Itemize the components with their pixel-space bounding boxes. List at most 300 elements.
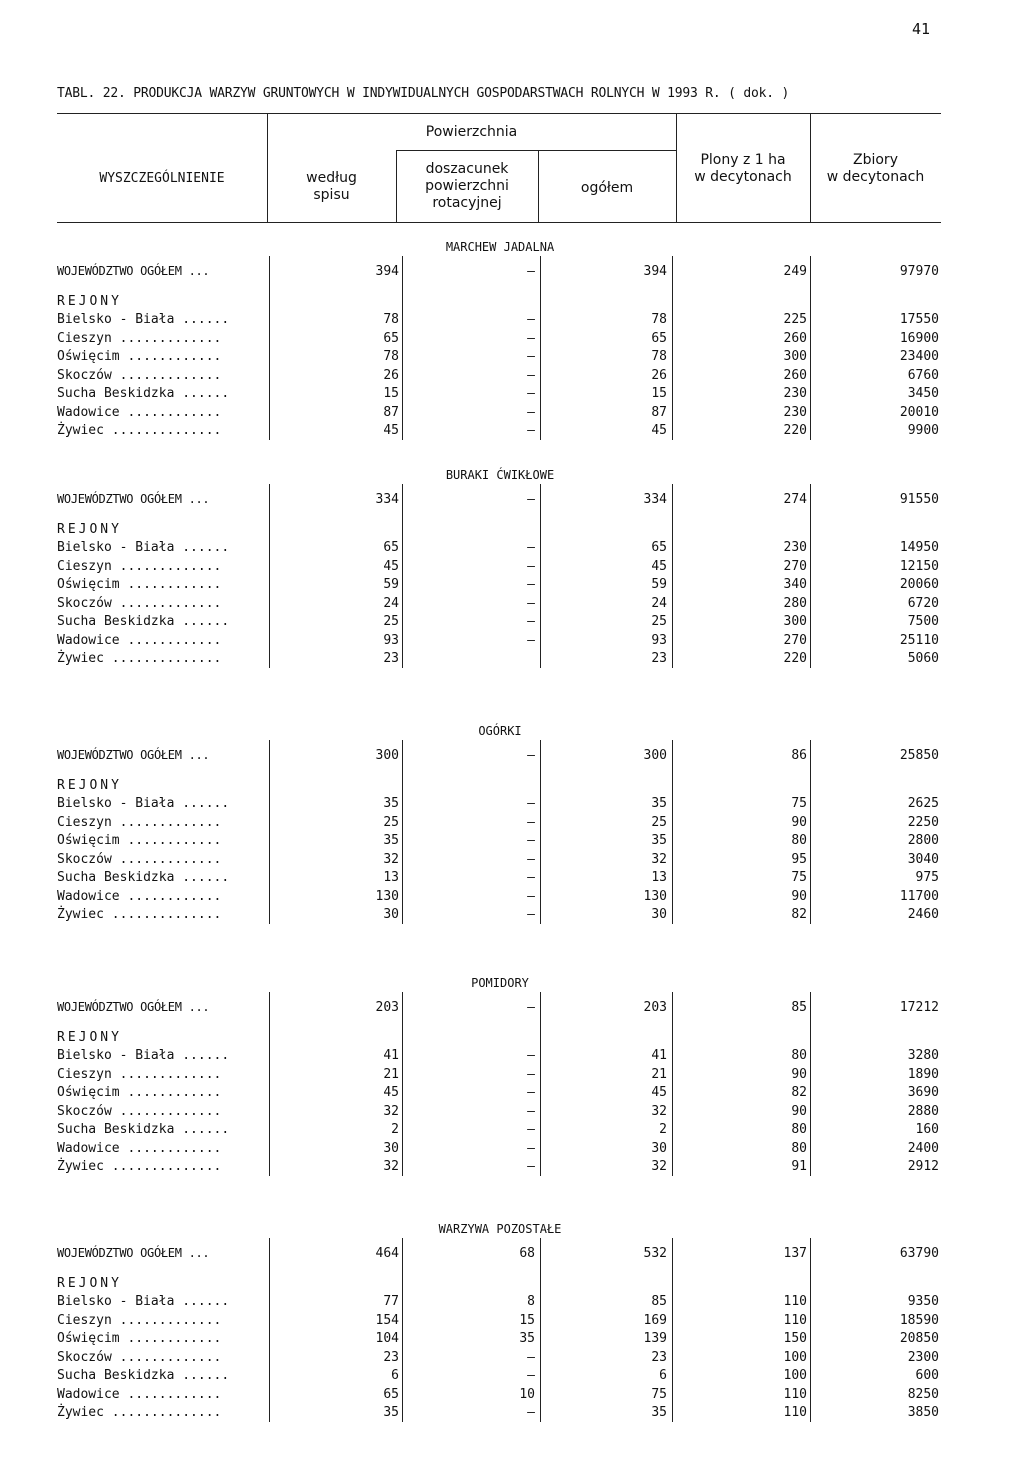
region-name: Bielsko - Biała ...... bbox=[57, 796, 230, 811]
cell-value: 21 bbox=[383, 1066, 399, 1082]
cell-value: 25 bbox=[651, 614, 667, 629]
cell-value: – bbox=[527, 1405, 535, 1420]
table-row bbox=[0, 596, 1024, 614]
cell-value: – bbox=[527, 1368, 535, 1383]
cell-value: 6720 bbox=[907, 595, 939, 611]
region-name: Skoczów ............. bbox=[57, 1103, 222, 1119]
cell-value: 25 bbox=[383, 614, 399, 629]
cell-value: – bbox=[527, 1349, 535, 1365]
cell-value: 14950 bbox=[899, 540, 939, 555]
table-row bbox=[0, 1141, 1024, 1159]
cell-value: 249 bbox=[783, 264, 807, 279]
region-name: Oświęcim ............ bbox=[57, 349, 222, 364]
region-name: Sucha Beskidzka ...... bbox=[57, 870, 230, 885]
table-row bbox=[0, 651, 1024, 669]
cell-value: 110 bbox=[783, 1294, 807, 1309]
cell-value: 280 bbox=[783, 595, 807, 611]
cell-value: 26 bbox=[651, 367, 667, 383]
table-row bbox=[0, 907, 1024, 925]
cell-value: 32 bbox=[383, 1103, 399, 1119]
cell-value: 78 bbox=[383, 312, 399, 327]
section-label: BURAKI ĆWIKŁOWE bbox=[445, 468, 555, 482]
cell-value: 270 bbox=[783, 558, 807, 574]
header-line: Zbiory bbox=[853, 152, 898, 168]
cell-value: 300 bbox=[643, 748, 667, 763]
cell-value: 2800 bbox=[907, 833, 939, 848]
cell-value: 35 bbox=[519, 1331, 535, 1346]
total-row bbox=[0, 264, 1024, 282]
page-number: 41 bbox=[911, 20, 930, 38]
cell-value: 3690 bbox=[907, 1085, 939, 1100]
cell-value: 139 bbox=[643, 1331, 667, 1346]
cell-value: 15 bbox=[519, 1312, 535, 1328]
region-name: Wadowice ............ bbox=[57, 404, 222, 420]
region-name: Skoczów ............. bbox=[57, 367, 222, 383]
section-label: MARCHEW JADALNA bbox=[445, 240, 555, 254]
header-line: w decytonach bbox=[826, 169, 925, 185]
cell-value: 93 bbox=[383, 632, 399, 648]
cell-value: 225 bbox=[783, 312, 807, 327]
cell-value: 65 bbox=[383, 330, 399, 346]
cell-value: 23 bbox=[651, 1349, 667, 1365]
cell-value: 100 bbox=[783, 1349, 807, 1365]
header-line: w decytonach bbox=[694, 169, 792, 185]
table-row bbox=[0, 1331, 1024, 1349]
cell-value: 2400 bbox=[907, 1140, 939, 1156]
cell-value: – bbox=[527, 577, 535, 592]
header-line: Plony z 1 ha bbox=[700, 152, 786, 168]
cell-value: 260 bbox=[783, 330, 807, 346]
cell-value: 91550 bbox=[899, 492, 939, 507]
cell-value: – bbox=[527, 748, 535, 763]
table-row bbox=[0, 1368, 1024, 1386]
cell-value: 12150 bbox=[899, 558, 939, 574]
cell-value: 59 bbox=[651, 577, 667, 592]
cell-value: – bbox=[527, 1048, 535, 1063]
cell-value: 20850 bbox=[899, 1331, 939, 1346]
region-name: Oświęcim ............ bbox=[57, 1331, 222, 1346]
cell-value: – bbox=[527, 632, 535, 648]
region-name: Wadowice ............ bbox=[57, 1386, 222, 1402]
cell-value: 90 bbox=[791, 1066, 807, 1082]
rejony-label: REJONY bbox=[57, 778, 122, 793]
cell-value: 3040 bbox=[907, 851, 939, 867]
table-row bbox=[0, 833, 1024, 851]
cell-value: 130 bbox=[643, 888, 667, 904]
table-row bbox=[0, 614, 1024, 632]
table-row bbox=[0, 796, 1024, 814]
cell-value: – bbox=[527, 264, 535, 279]
cell-value: 230 bbox=[783, 386, 807, 401]
table-row bbox=[0, 540, 1024, 558]
header-top-rule bbox=[57, 113, 941, 114]
region-name: Cieszyn ............. bbox=[57, 1066, 222, 1082]
table-row bbox=[0, 423, 1024, 441]
table-row bbox=[0, 1067, 1024, 1085]
cell-value: 169 bbox=[643, 1312, 667, 1328]
cell-value: 300 bbox=[375, 748, 399, 763]
cell-value: 203 bbox=[643, 1000, 667, 1015]
cell-value: 25 bbox=[651, 814, 667, 830]
cell-value: 41 bbox=[383, 1048, 399, 1063]
rejony-label: REJONY bbox=[57, 1030, 122, 1045]
cell-value: 75 bbox=[651, 1386, 667, 1402]
cell-value: 23400 bbox=[899, 349, 939, 364]
cell-value: – bbox=[527, 492, 535, 507]
cell-value: – bbox=[527, 1103, 535, 1119]
table-row bbox=[0, 633, 1024, 651]
cell-value: 30 bbox=[651, 1140, 667, 1156]
cell-value: 80 bbox=[791, 1140, 807, 1156]
table-title: TABL. 22. PRODUKCJA WARZYW GRUNTOWYCH W INDYWIDUALNYCH GOSPODARSTWACH ROLNYCH W 1993 R. ( dok. ) bbox=[57, 86, 790, 101]
region-name: Sucha Beskidzka ...... bbox=[57, 386, 230, 401]
header-plony bbox=[676, 152, 810, 186]
cell-value: 85 bbox=[791, 1000, 807, 1015]
cell-value: 203 bbox=[375, 1000, 399, 1015]
table-row bbox=[0, 312, 1024, 330]
region-name: Skoczów ............. bbox=[57, 1349, 222, 1365]
cell-value: 137 bbox=[783, 1246, 807, 1261]
cell-value: 6760 bbox=[907, 367, 939, 383]
table-row bbox=[0, 815, 1024, 833]
table-row bbox=[0, 1104, 1024, 1122]
cell-value: 110 bbox=[783, 1405, 807, 1420]
cell-value: 2250 bbox=[907, 814, 939, 830]
section-label: POMIDORY bbox=[471, 976, 529, 990]
cell-value: 75 bbox=[791, 870, 807, 885]
cell-value: 85 bbox=[651, 1294, 667, 1309]
cell-value: – bbox=[527, 796, 535, 811]
cell-value: 82 bbox=[791, 907, 807, 922]
table-row bbox=[0, 1159, 1024, 1177]
cell-value: 87 bbox=[651, 404, 667, 420]
cell-value: 24 bbox=[383, 595, 399, 611]
cell-value: 65 bbox=[383, 540, 399, 555]
cell-value: 8 bbox=[527, 1294, 535, 1309]
cell-value: 18590 bbox=[899, 1312, 939, 1328]
cell-value: 65 bbox=[651, 330, 667, 346]
cell-value: 90 bbox=[791, 814, 807, 830]
cell-value: 25110 bbox=[899, 632, 939, 648]
cell-value: 20010 bbox=[899, 404, 939, 420]
cell-value: – bbox=[527, 1122, 535, 1137]
cell-value: 274 bbox=[783, 492, 807, 507]
table-row bbox=[0, 349, 1024, 367]
table-row bbox=[0, 559, 1024, 577]
table-row bbox=[0, 577, 1024, 595]
cell-value: – bbox=[527, 404, 535, 420]
cell-value: 6 bbox=[659, 1368, 667, 1383]
cell-value: – bbox=[527, 423, 535, 438]
table-row bbox=[0, 852, 1024, 870]
table-row bbox=[0, 1085, 1024, 1103]
cell-value: – bbox=[527, 595, 535, 611]
cell-value: – bbox=[527, 907, 535, 922]
cell-value: 8250 bbox=[907, 1386, 939, 1402]
cell-value: 32 bbox=[383, 1159, 399, 1174]
cell-value: 10 bbox=[519, 1386, 535, 1402]
header-line: doszacunek bbox=[425, 161, 509, 177]
table-row bbox=[0, 1350, 1024, 1368]
cell-value: 45 bbox=[383, 423, 399, 438]
cell-value: 464 bbox=[375, 1246, 399, 1261]
rejony-label: REJONY bbox=[57, 1276, 122, 1291]
region-name: Żywiec .............. bbox=[57, 423, 222, 438]
cell-value: 9900 bbox=[907, 423, 939, 438]
cell-value: 78 bbox=[383, 349, 399, 364]
region-name: Żywiec .............. bbox=[57, 651, 222, 666]
cell-value: – bbox=[527, 1085, 535, 1100]
cell-value: – bbox=[527, 1159, 535, 1174]
cell-value: 6 bbox=[391, 1368, 399, 1383]
cell-value: 532 bbox=[643, 1246, 667, 1261]
cell-value: 32 bbox=[651, 851, 667, 867]
cell-value: 65 bbox=[383, 1386, 399, 1402]
table-row bbox=[0, 368, 1024, 386]
section-label: OGÓRKI bbox=[478, 724, 522, 738]
cell-value: 45 bbox=[651, 558, 667, 574]
cell-value: 3450 bbox=[907, 386, 939, 401]
total-label: WOJEWÓDZTWO OGÓŁEM ... bbox=[57, 264, 210, 278]
cell-value: 80 bbox=[791, 833, 807, 848]
cell-value: 45 bbox=[383, 558, 399, 574]
cell-value: – bbox=[527, 1066, 535, 1082]
cell-value: – bbox=[527, 312, 535, 327]
cell-value: – bbox=[527, 330, 535, 346]
cell-value: 30 bbox=[383, 1140, 399, 1156]
region-name: Wadowice ............ bbox=[57, 632, 222, 648]
cell-value: 334 bbox=[643, 492, 667, 507]
rejony-label: REJONY bbox=[57, 294, 122, 309]
cell-value: 100 bbox=[783, 1368, 807, 1383]
cell-value: 394 bbox=[375, 264, 399, 279]
cell-value: 5060 bbox=[907, 651, 939, 666]
cell-value: 160 bbox=[915, 1122, 939, 1137]
region-name: Cieszyn ............. bbox=[57, 558, 222, 574]
cell-value: – bbox=[527, 367, 535, 383]
cell-value: 2 bbox=[659, 1122, 667, 1137]
region-name: Skoczów ............. bbox=[57, 595, 222, 611]
cell-value: 220 bbox=[783, 423, 807, 438]
cell-value: 13 bbox=[383, 870, 399, 885]
cell-value: 2880 bbox=[907, 1103, 939, 1119]
cell-value: 20060 bbox=[899, 577, 939, 592]
header-bottom-rule bbox=[57, 222, 941, 223]
cell-value: – bbox=[527, 349, 535, 364]
cell-value: – bbox=[527, 1140, 535, 1156]
cell-value: 82 bbox=[791, 1085, 807, 1100]
cell-value: 35 bbox=[383, 796, 399, 811]
cell-value: 975 bbox=[915, 870, 939, 885]
cell-value: – bbox=[527, 888, 535, 904]
region-name: Cieszyn ............. bbox=[57, 1312, 222, 1328]
cell-value: – bbox=[527, 386, 535, 401]
total-row bbox=[0, 1000, 1024, 1018]
cell-value: 32 bbox=[651, 1159, 667, 1174]
rejony-label: REJONY bbox=[57, 522, 122, 537]
region-name: Oświęcim ............ bbox=[57, 577, 222, 592]
powierzchnia-subrule bbox=[396, 150, 676, 151]
cell-value: 80 bbox=[791, 1048, 807, 1063]
cell-value: 2300 bbox=[907, 1349, 939, 1365]
cell-value: 90 bbox=[791, 1103, 807, 1119]
cell-value: – bbox=[527, 558, 535, 574]
cell-value: 150 bbox=[783, 1331, 807, 1346]
cell-value: 75 bbox=[791, 796, 807, 811]
cell-value: 77 bbox=[383, 1294, 399, 1309]
cell-value: 68 bbox=[519, 1246, 535, 1261]
cell-value: 63790 bbox=[899, 1246, 939, 1261]
cell-value: 2 bbox=[391, 1122, 399, 1137]
cell-value: 340 bbox=[783, 577, 807, 592]
cell-value: 59 bbox=[383, 577, 399, 592]
cell-value: – bbox=[527, 1000, 535, 1015]
table-row bbox=[0, 1313, 1024, 1331]
cell-value: 2460 bbox=[907, 907, 939, 922]
cell-value: 230 bbox=[783, 540, 807, 555]
cell-value: 87 bbox=[383, 404, 399, 420]
cell-value: 45 bbox=[651, 423, 667, 438]
cell-value: 93 bbox=[651, 632, 667, 648]
cell-value: 15 bbox=[383, 386, 399, 401]
cell-value: 23 bbox=[383, 651, 399, 666]
cell-value: 80 bbox=[791, 1122, 807, 1137]
region-name: Sucha Beskidzka ...... bbox=[57, 1368, 230, 1383]
cell-value: 270 bbox=[783, 632, 807, 648]
cell-value: 154 bbox=[375, 1312, 399, 1328]
cell-value: 1890 bbox=[907, 1066, 939, 1082]
cell-value: 90 bbox=[791, 888, 807, 904]
region-name: Oświęcim ............ bbox=[57, 833, 222, 848]
cell-value: – bbox=[527, 814, 535, 830]
header-powierzchnia: Powierzchnia bbox=[425, 124, 518, 140]
cell-value: 78 bbox=[651, 349, 667, 364]
cell-value: 97970 bbox=[899, 264, 939, 279]
cell-value: 41 bbox=[651, 1048, 667, 1063]
header-line: według bbox=[306, 170, 357, 186]
cell-value: 110 bbox=[783, 1312, 807, 1328]
region-name: Skoczów ............. bbox=[57, 851, 222, 867]
cell-value: 32 bbox=[651, 1103, 667, 1119]
cell-value: 2625 bbox=[907, 796, 939, 811]
region-name: Wadowice ............ bbox=[57, 1140, 222, 1156]
cell-value: 45 bbox=[383, 1085, 399, 1100]
table-row bbox=[0, 386, 1024, 404]
cell-value: 23 bbox=[651, 651, 667, 666]
section-label: WARZYWA POZOSTAŁE bbox=[438, 1222, 562, 1236]
header-wedlug-spisu bbox=[267, 170, 396, 204]
cell-value: 35 bbox=[651, 833, 667, 848]
cell-value: 300 bbox=[783, 614, 807, 629]
cell-value: 21 bbox=[651, 1066, 667, 1082]
header-zbiory bbox=[810, 152, 941, 186]
table-row bbox=[0, 405, 1024, 423]
cell-value: 35 bbox=[651, 1405, 667, 1420]
region-name: Żywiec .............. bbox=[57, 1405, 222, 1420]
cell-value: 130 bbox=[375, 888, 399, 904]
cell-value: 17212 bbox=[899, 1000, 939, 1015]
region-name: Cieszyn ............. bbox=[57, 814, 222, 830]
total-label: WOJEWÓDZTWO OGÓŁEM ... bbox=[57, 492, 210, 506]
header-ogolem: ogółem bbox=[580, 180, 634, 196]
header-line: powierzchni bbox=[425, 178, 509, 194]
header-wyszczegolnienie: WYSZCZEGÓLNIENIE bbox=[99, 171, 225, 186]
table-row bbox=[0, 1294, 1024, 1312]
region-name: Bielsko - Biała ...... bbox=[57, 1048, 230, 1063]
cell-value: – bbox=[527, 870, 535, 885]
cell-value: 26 bbox=[383, 367, 399, 383]
cell-value: 24 bbox=[651, 595, 667, 611]
header-line: rotacyjnej bbox=[432, 195, 502, 211]
cell-value: 45 bbox=[651, 1085, 667, 1100]
region-name: Bielsko - Biała ...... bbox=[57, 312, 230, 327]
cell-value: 16900 bbox=[899, 330, 939, 346]
table-row bbox=[0, 870, 1024, 888]
cell-value: 13 bbox=[651, 870, 667, 885]
region-name: Oświęcim ............ bbox=[57, 1085, 222, 1100]
cell-value: 110 bbox=[783, 1386, 807, 1402]
table-row bbox=[0, 1387, 1024, 1405]
cell-value: 15 bbox=[651, 386, 667, 401]
region-name: Cieszyn ............. bbox=[57, 330, 222, 346]
cell-value: 30 bbox=[651, 907, 667, 922]
region-name: Sucha Beskidzka ...... bbox=[57, 614, 230, 629]
cell-value: 104 bbox=[375, 1331, 399, 1346]
table-row bbox=[0, 1122, 1024, 1140]
cell-value: 220 bbox=[783, 651, 807, 666]
cell-value: 230 bbox=[783, 404, 807, 420]
cell-value: 25 bbox=[383, 814, 399, 830]
cell-value: 86 bbox=[791, 748, 807, 763]
cell-value: 300 bbox=[783, 349, 807, 364]
cell-value: 35 bbox=[383, 1405, 399, 1420]
total-label: WOJEWÓDZTWO OGÓŁEM ... bbox=[57, 1246, 210, 1260]
cell-value: 260 bbox=[783, 367, 807, 383]
cell-value: 25850 bbox=[899, 748, 939, 763]
cell-value: 2912 bbox=[907, 1159, 939, 1174]
cell-value: 9350 bbox=[907, 1294, 939, 1309]
region-name: Bielsko - Biała ...... bbox=[57, 540, 230, 555]
cell-value: 394 bbox=[643, 264, 667, 279]
cell-value: 600 bbox=[915, 1368, 939, 1383]
cell-value: 35 bbox=[651, 796, 667, 811]
cell-value: 334 bbox=[375, 492, 399, 507]
cell-value: 78 bbox=[651, 312, 667, 327]
table-row bbox=[0, 1405, 1024, 1423]
cell-value: 3850 bbox=[907, 1405, 939, 1420]
cell-value: 65 bbox=[651, 540, 667, 555]
region-name: Żywiec .............. bbox=[57, 1159, 222, 1174]
header-doszacunek bbox=[396, 161, 538, 212]
cell-value: 7500 bbox=[907, 614, 939, 629]
region-name: Wadowice ............ bbox=[57, 888, 222, 904]
table-row bbox=[0, 1048, 1024, 1066]
cell-value: – bbox=[527, 540, 535, 555]
header-line: spisu bbox=[313, 187, 350, 203]
cell-value: 32 bbox=[383, 851, 399, 867]
total-label: WOJEWÓDZTWO OGÓŁEM ... bbox=[57, 1000, 210, 1014]
total-label: WOJEWÓDZTWO OGÓŁEM ... bbox=[57, 748, 210, 762]
cell-value: 11700 bbox=[899, 888, 939, 904]
cell-value: 91 bbox=[791, 1159, 807, 1174]
cell-value: 35 bbox=[383, 833, 399, 848]
table-row bbox=[0, 889, 1024, 907]
cell-value: – bbox=[527, 851, 535, 867]
total-row bbox=[0, 1246, 1024, 1264]
cell-value: – bbox=[527, 833, 535, 848]
cell-value: 17550 bbox=[899, 312, 939, 327]
cell-value: 23 bbox=[383, 1349, 399, 1365]
